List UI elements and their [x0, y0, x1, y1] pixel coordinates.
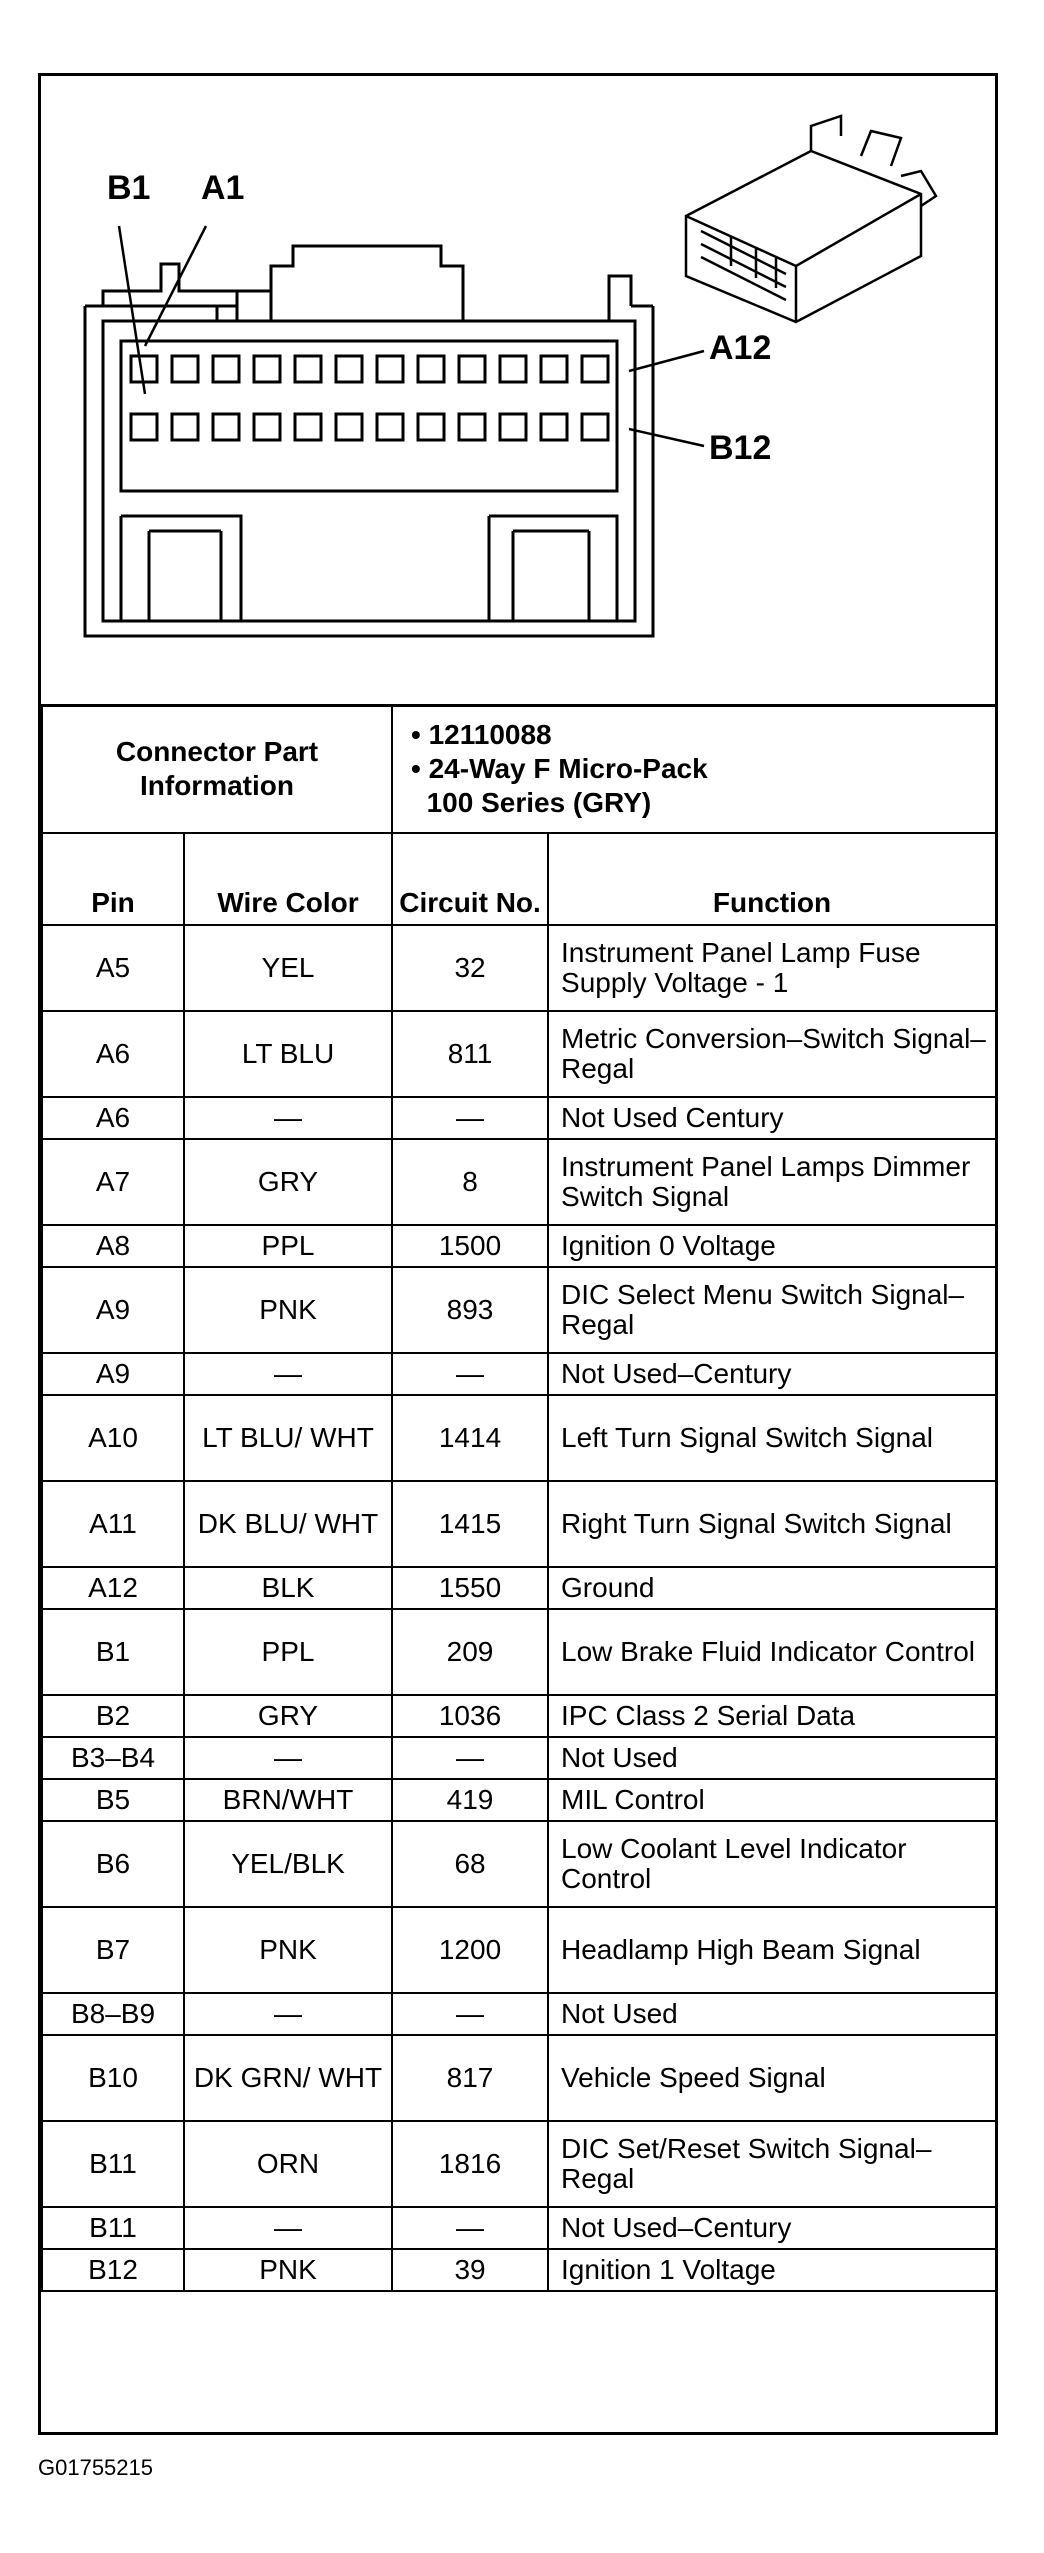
cell-wire-color: PNK [184, 1267, 392, 1353]
pin-cavity [541, 356, 567, 382]
cell-wire-color: PPL [184, 1225, 392, 1267]
table-row [42, 1993, 996, 2035]
cell-wire-color: LT BLU/ WHT [184, 1395, 392, 1481]
cell-function: Not Used–Century [548, 1353, 996, 1395]
cell-wire-color: GRY [184, 1695, 392, 1737]
cell-function: Instrument Panel Lamps Dimmer Switch Signal [548, 1139, 996, 1225]
pin-cavity [418, 356, 444, 382]
pin-cavity [500, 356, 526, 382]
cell-pin: B8–B9 [42, 1993, 184, 2035]
cell-function: Not Used–Century [548, 2207, 996, 2249]
pin-cavity [172, 414, 198, 440]
table-row [42, 1907, 996, 1993]
table-row [42, 2249, 996, 2291]
cell-function: Not Used [548, 1993, 996, 2035]
table-row [42, 925, 996, 1011]
pin-cavity [336, 414, 362, 440]
cell-function: DIC Select Menu Switch Signal–Regal [548, 1267, 996, 1353]
cell-circuit: 419 [392, 1779, 548, 1821]
cell-function: Not Used [548, 1737, 996, 1779]
cell-circuit: — [392, 2207, 548, 2249]
cell-wire-color: BLK [184, 1567, 392, 1609]
cell-pin: B2 [42, 1695, 184, 1737]
cell-wire-color: ORN [184, 2121, 392, 2207]
connector-info-row [42, 705, 996, 833]
cell-circuit: 8 [392, 1139, 548, 1225]
cell-circuit: — [392, 1353, 548, 1395]
cell-function: Ground [548, 1567, 996, 1609]
cell-circuit: 1036 [392, 1695, 548, 1737]
table-row [42, 1821, 996, 1907]
cell-pin: B7 [42, 1907, 184, 1993]
table-row [42, 1353, 996, 1395]
cell-function: Instrument Panel Lamp Fuse Supply Voltage - 1 [548, 925, 996, 1011]
cell-wire-color: — [184, 1737, 392, 1779]
connector-description-2: 100 Series (GRY) [411, 787, 652, 818]
pinout-table [41, 704, 997, 2292]
cell-function: Headlamp High Beam Signal [548, 1907, 996, 1993]
table-row [42, 1695, 996, 1737]
cell-circuit: 1500 [392, 1225, 548, 1267]
table-row [42, 1139, 996, 1225]
table-row [42, 1225, 996, 1267]
cell-wire-color: — [184, 1993, 392, 2035]
cell-circuit: 1816 [392, 2121, 548, 2207]
cell-circuit: — [392, 1097, 548, 1139]
pin-cavity [582, 414, 608, 440]
cell-function: Metric Conversion–Switch Signal– Regal [548, 1011, 996, 1097]
cell-wire-color: YEL/BLK [184, 1821, 392, 1907]
header-wire-color: Wire Color [184, 833, 392, 925]
cell-pin: A12 [42, 1567, 184, 1609]
pin-cavity [131, 414, 157, 440]
cell-function: Low Brake Fluid Indicator Control [548, 1609, 996, 1695]
cell-pin: B1 [42, 1609, 184, 1695]
cell-wire-color: DK BLU/ WHT [184, 1481, 392, 1567]
header-function: Function [548, 833, 996, 925]
cell-wire-color: PPL [184, 1609, 392, 1695]
cell-circuit: 1200 [392, 1907, 548, 1993]
cell-circuit: — [392, 1993, 548, 2035]
cell-circuit: 209 [392, 1609, 548, 1695]
cell-function: MIL Control [548, 1779, 996, 1821]
table-row [42, 1267, 996, 1353]
cell-circuit: 1414 [392, 1395, 548, 1481]
table-row [42, 1609, 996, 1695]
cell-wire-color: PNK [184, 2249, 392, 2291]
cell-wire-color: PNK [184, 1907, 392, 1993]
pin-cavity [295, 356, 321, 382]
pin-cavity [213, 414, 239, 440]
cell-function: Left Turn Signal Switch Signal [548, 1395, 996, 1481]
cell-pin: A5 [42, 925, 184, 1011]
cell-pin: A6 [42, 1011, 184, 1097]
cell-function: Low Coolant Level Indicator Control [548, 1821, 996, 1907]
cell-wire-color: YEL [184, 925, 392, 1011]
cell-wire-color: — [184, 1353, 392, 1395]
cell-wire-color: BRN/WHT [184, 1779, 392, 1821]
table-row [42, 1011, 996, 1097]
cell-circuit: 39 [392, 2249, 548, 2291]
cell-circuit: 817 [392, 2035, 548, 2121]
header-circuit: Circuit No. [392, 833, 548, 925]
cell-function: IPC Class 2 Serial Data [548, 1695, 996, 1737]
header-pin: Pin [42, 833, 184, 925]
cell-function: Vehicle Speed Signal [548, 2035, 996, 2121]
cell-function: Right Turn Signal Switch Signal [548, 1481, 996, 1567]
table-row [42, 2121, 996, 2207]
pin-cavity [541, 414, 567, 440]
table-row [42, 1567, 996, 1609]
pin-cavity [459, 414, 485, 440]
cell-pin: A7 [42, 1139, 184, 1225]
pin-cavity [131, 356, 157, 382]
cell-wire-color: — [184, 1097, 392, 1139]
cell-function: Ignition 1 Voltage [548, 2249, 996, 2291]
pin-cavity [459, 356, 485, 382]
cell-pin: B6 [42, 1821, 184, 1907]
pin-cavity [172, 356, 198, 382]
cell-circuit: 811 [392, 1011, 548, 1097]
cell-wire-color: — [184, 2207, 392, 2249]
cell-circuit: 1415 [392, 1481, 548, 1567]
pin-cavity [254, 414, 280, 440]
connector-info-value [392, 705, 996, 833]
connector-diagram [41, 76, 995, 707]
pin-label-a1: A1 [201, 169, 245, 207]
connector-description-1: • 24-Way F Micro-Pack [411, 753, 708, 784]
pin-cavity [213, 356, 239, 382]
table-row [42, 1097, 996, 1139]
cell-circuit: 32 [392, 925, 548, 1011]
table-row [42, 1737, 996, 1779]
cell-circuit: 1550 [392, 1567, 548, 1609]
cell-circuit: — [392, 1737, 548, 1779]
table-row [42, 1395, 996, 1481]
pin-cavity [500, 414, 526, 440]
cell-function: DIC Set/Reset Switch Signal–Regal [548, 2121, 996, 2207]
pin-cavity [418, 414, 444, 440]
cell-wire-color: LT BLU [184, 1011, 392, 1097]
cell-pin: B10 [42, 2035, 184, 2121]
cell-pin: B11 [42, 2207, 184, 2249]
cell-pin: B12 [42, 2249, 184, 2291]
table-row [42, 1779, 996, 1821]
pin-cavity [377, 414, 403, 440]
cell-circuit: 893 [392, 1267, 548, 1353]
figure-id: G01755215 [38, 2455, 153, 2480]
table-row [42, 2207, 996, 2249]
cell-pin: A10 [42, 1395, 184, 1481]
pin-label-a12: A12 [709, 329, 772, 367]
cell-circuit: 68 [392, 1821, 548, 1907]
cell-pin: A11 [42, 1481, 184, 1567]
pin-cavity [377, 356, 403, 382]
cell-pin: B11 [42, 2121, 184, 2207]
connector-face-drawing [41, 76, 995, 704]
cell-function: Ignition 0 Voltage [548, 1225, 996, 1267]
table-row [42, 1481, 996, 1567]
pin-cavity [582, 356, 608, 382]
pin-label-b12: B12 [709, 429, 772, 467]
pin-label-b1: B1 [107, 169, 151, 207]
pin-cavity [295, 414, 321, 440]
pin-cavity [254, 356, 280, 382]
cell-pin: A8 [42, 1225, 184, 1267]
cell-wire-color: DK GRN/ WHT [184, 2035, 392, 2121]
cell-pin: B3–B4 [42, 1737, 184, 1779]
cell-pin: A9 [42, 1353, 184, 1395]
part-number: • 12110088 [411, 719, 552, 750]
cell-wire-color: GRY [184, 1139, 392, 1225]
cell-pin: A6 [42, 1097, 184, 1139]
connector-info-label: Connector Part Information [42, 705, 392, 833]
connector-sheet [38, 73, 998, 2435]
pin-cavity [336, 356, 362, 382]
cell-pin: B5 [42, 1779, 184, 1821]
table-row [42, 2035, 996, 2121]
table-header-row [42, 833, 996, 925]
cell-pin: A9 [42, 1267, 184, 1353]
cell-function: Not Used Century [548, 1097, 996, 1139]
